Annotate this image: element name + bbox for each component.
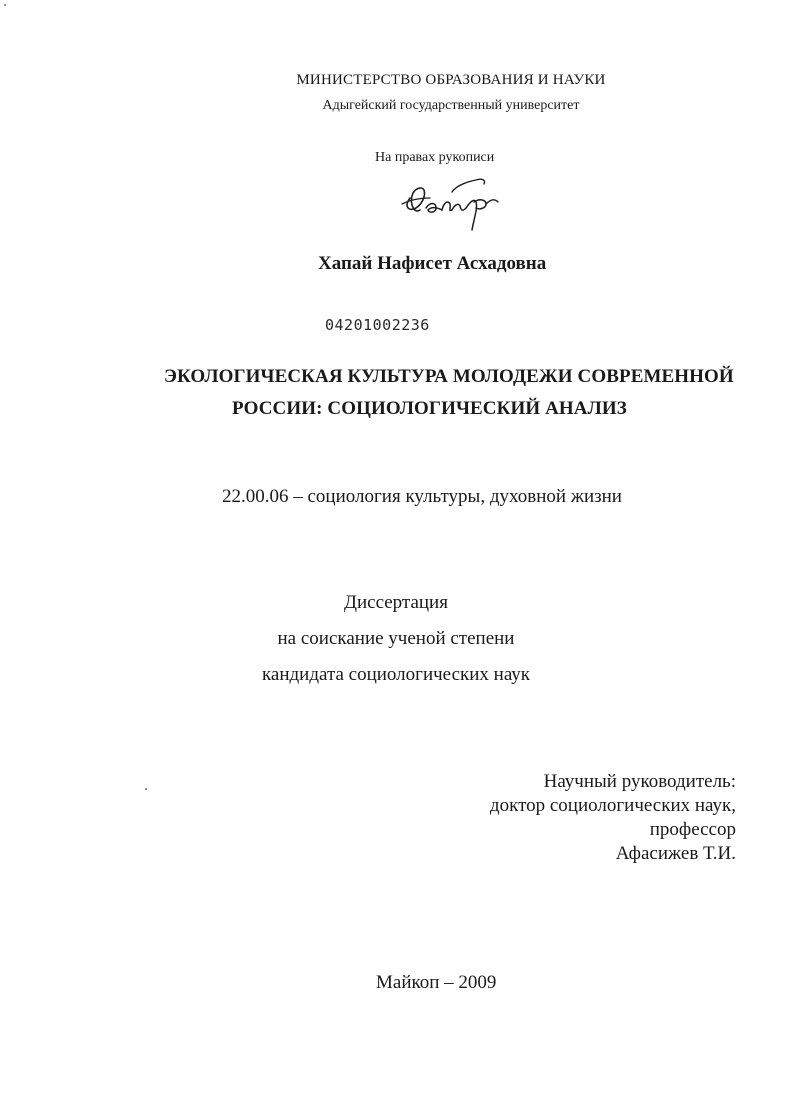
scan-speck: [145, 788, 147, 790]
title-line-2: РОССИИ: СОЦИОЛОГИЧЕСКИЙ АНАЛИЗ: [232, 398, 627, 419]
record-number: 04201002236: [325, 316, 430, 334]
handwritten-signature: [396, 168, 506, 238]
supervisor-name: Афасижев Т.И.: [615, 843, 736, 864]
city-year: Майкоп – 2009: [376, 972, 497, 993]
supervisor-rank: профессор: [649, 819, 736, 840]
manuscript-note: На правах рукописи: [375, 150, 495, 165]
supervisor-label: Научный руководитель:: [543, 771, 736, 792]
author-name: Хапай Нафисет Асхадовна: [318, 253, 547, 274]
dissertation-type: Диссертация: [344, 592, 448, 613]
scan-speck: [4, 4, 6, 6]
ministry-name: МИНИСТЕРСТВО ОБРАЗОВАНИЯ И НАУКИ: [296, 72, 606, 88]
dissertation-purpose: на соискание ученой степени: [277, 628, 515, 649]
specialty-code: 22.00.06 – социология культуры, духовной жизни: [222, 486, 622, 507]
title-line-1: ЭКОЛОГИЧЕСКАЯ КУЛЬТУРА МОЛОДЕЖИ СОВРЕМЕННОЙ: [164, 366, 734, 387]
supervisor-degree: доктор социологических наук,: [489, 795, 736, 816]
dissertation-degree: кандидата социологических наук: [261, 664, 531, 685]
university-name: Адыгейский государственный университет: [322, 98, 580, 113]
